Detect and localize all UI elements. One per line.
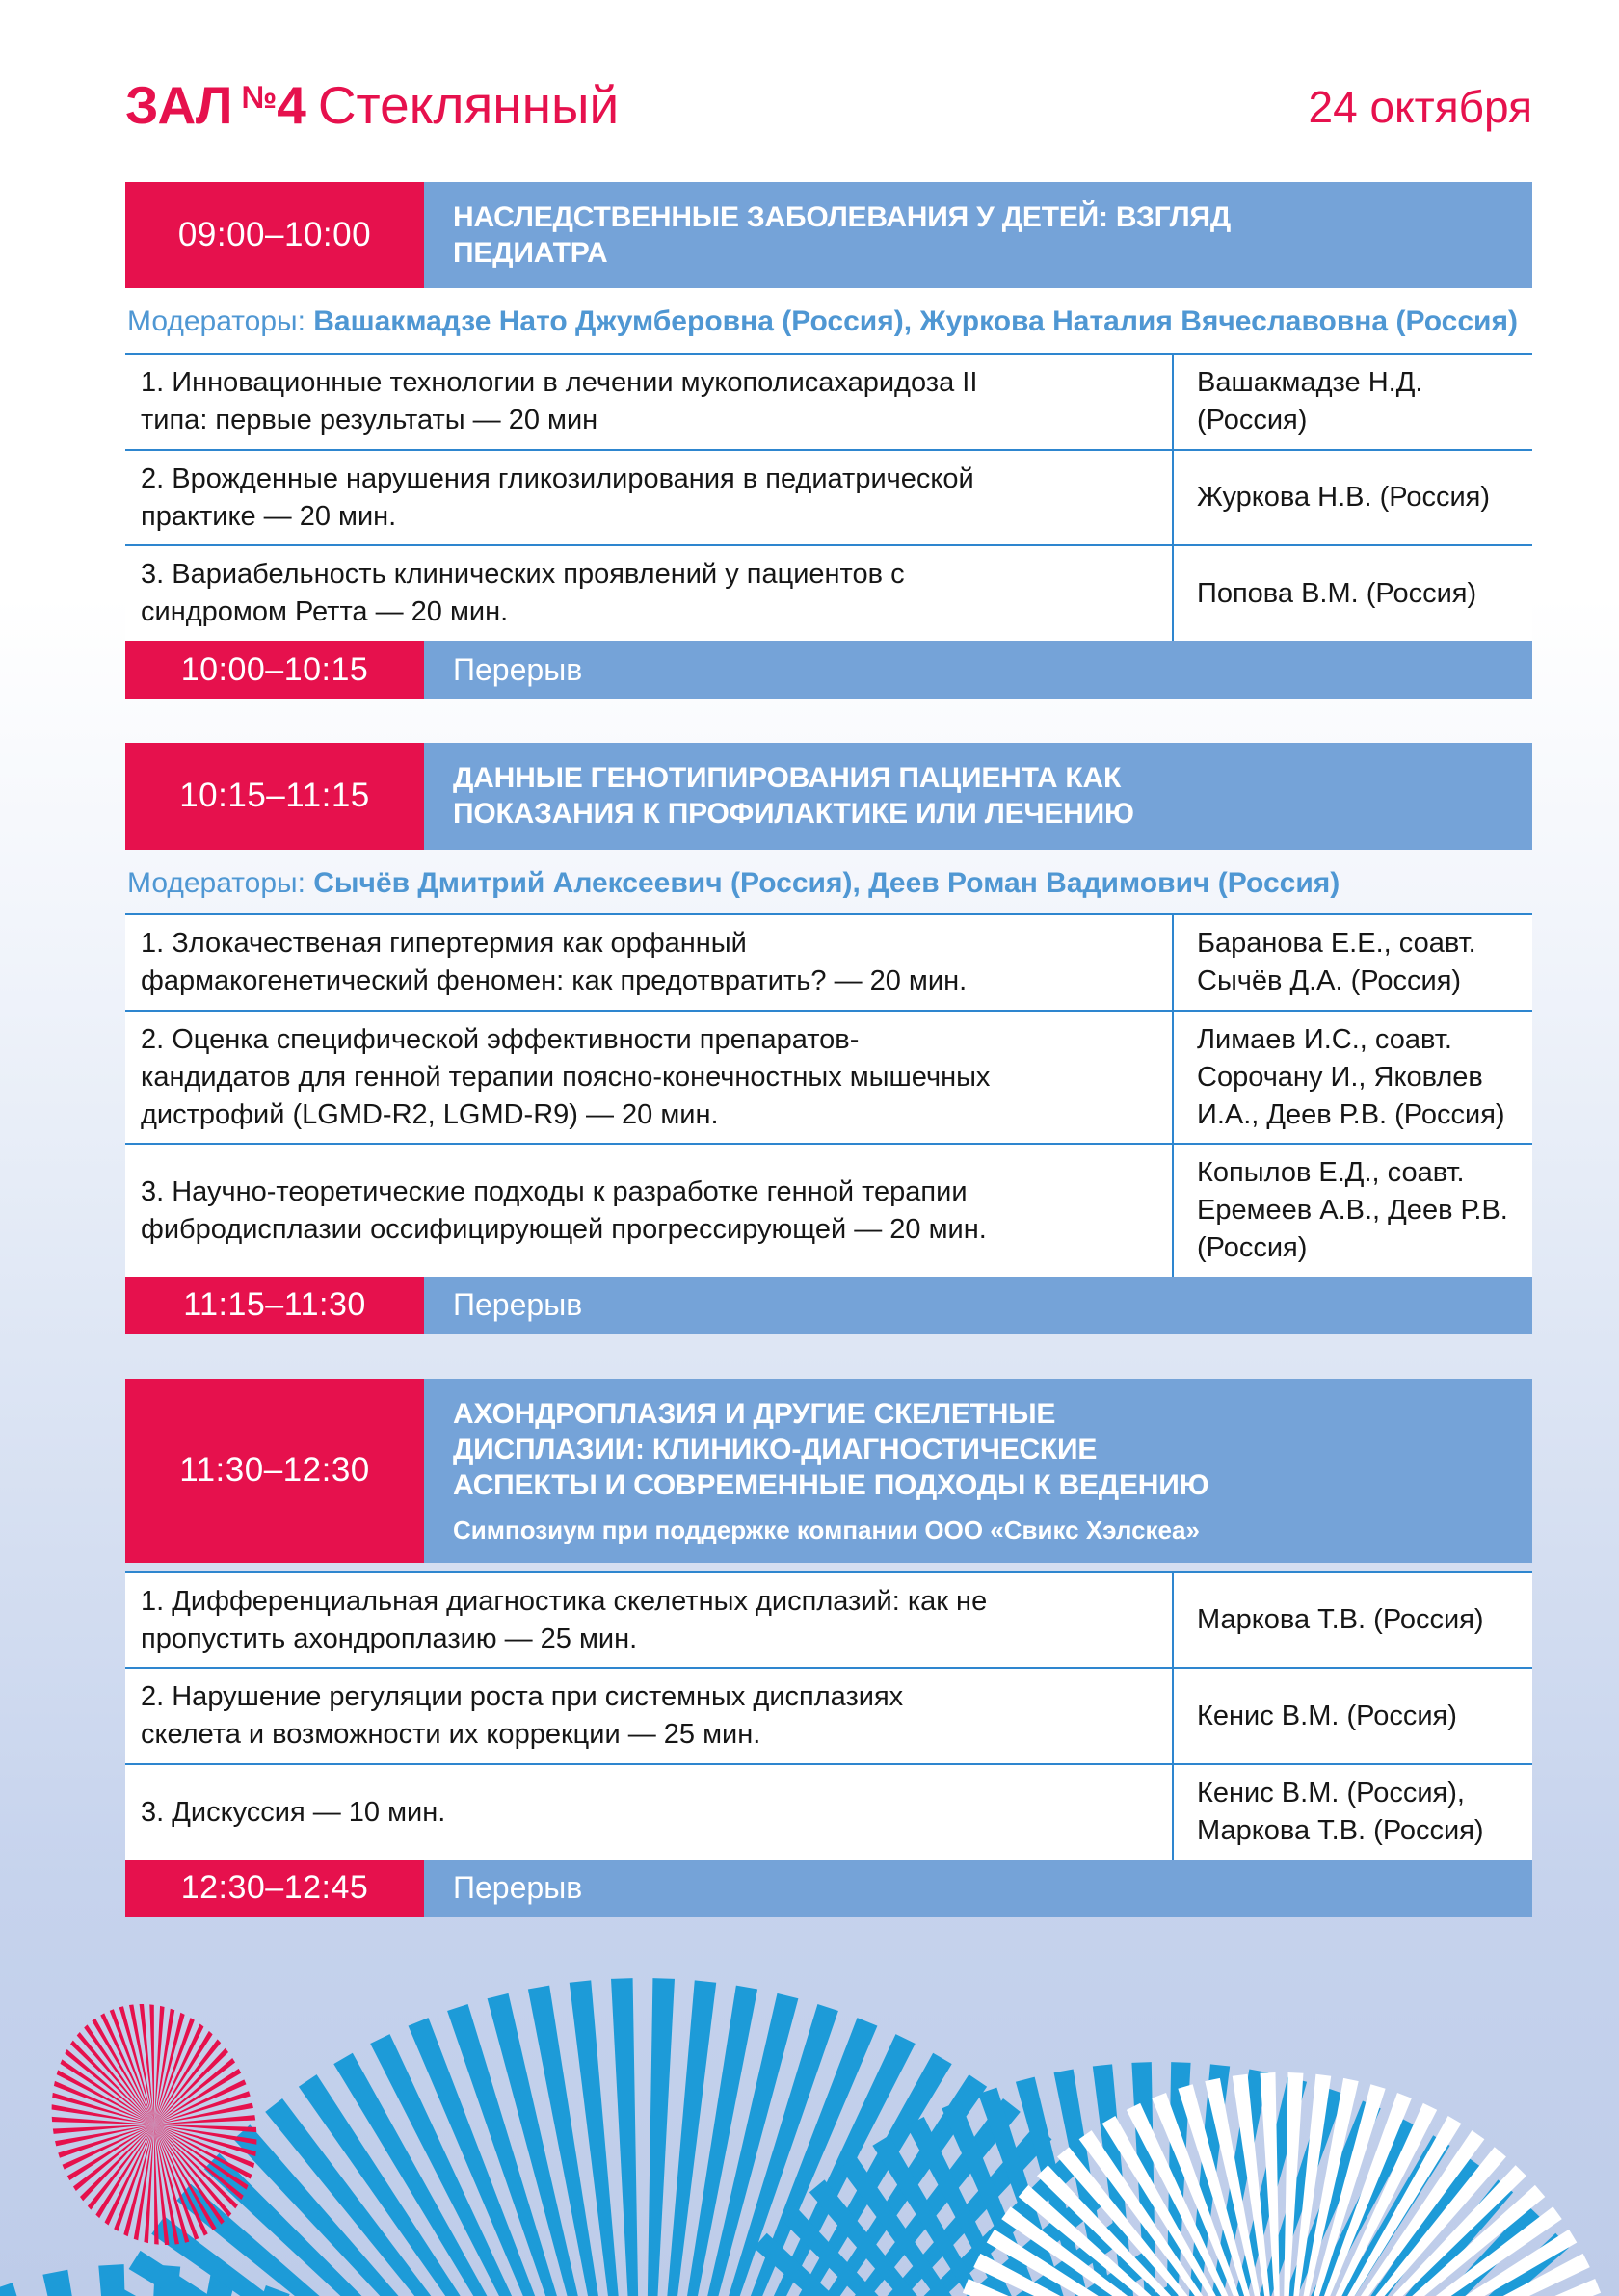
talk-speakers: Кенис В.М. (Россия) (1197, 1700, 1457, 1731)
session-title: НАСЛЕДСТВЕННЫЕ ЗАБОЛЕВАНИЯ У ДЕТЕЙ: ВЗГЛЯД ПЕДИАТРА (453, 201, 1232, 270)
talk-title: 2. Врожденные нарушения гликозилирования в педиатрической практике — 20 мин. (141, 462, 974, 532)
break-row (125, 1860, 1532, 1917)
talk-title-cell (125, 1012, 1172, 1144)
table-row (125, 1669, 1532, 1765)
hall-label: ЗАЛ (125, 75, 232, 135)
talks-table (125, 913, 1532, 1277)
talk-speakers-cell (1172, 355, 1532, 449)
table-row (125, 1145, 1532, 1277)
session-time: 10:15–11:15 (125, 743, 424, 849)
session-title: ДАННЫЕ ГЕНОТИПИРОВАНИЯ ПАЦИЕНТА КАК ПОКАЗАНИЯ К ПРОФИЛАКТИКЕ ИЛИ ЛЕЧЕНИЮ (453, 762, 1134, 831)
moderators-label: Модераторы: (127, 305, 305, 338)
moderators-label: Модераторы: (127, 866, 305, 899)
talk-speakers-cell (1172, 1669, 1532, 1763)
moderators-line (125, 288, 1532, 353)
break-time: 11:15–11:30 (125, 1277, 424, 1334)
talk-title-cell (125, 1573, 1172, 1668)
break-time: 10:00–10:15 (125, 641, 424, 699)
table-row (125, 1765, 1532, 1860)
moderators-names: Вашакмадзе Нато Джумберовна (Россия), Журкова Наталия Вячеславовна (Россия) (313, 305, 1518, 338)
session-subtitle: Симпозиум при поддержке компании ООО «Свикс Хэлскеа» (453, 1515, 1200, 1544)
talk-title-cell (125, 355, 1172, 449)
session-block-3 (125, 1379, 1532, 1917)
talk-title-cell (125, 1669, 1172, 1763)
talk-title: 1. Инновационные технологии в лечении мукополисахаридоза II типа: первые результаты — 20 мин (141, 366, 978, 435)
break-time: 12:30–12:45 (125, 1860, 424, 1917)
page-title (125, 75, 620, 135)
talk-title: 1. Дифференциальная диагностика скелетных дисплазий: как не пропустить ахондроплазию — 25 мин. (141, 1585, 988, 1654)
moderators-names: Сычёв Дмитрий Алексеевич (Россия), Деев Роман Вадимович (Россия) (313, 866, 1340, 899)
talk-speakers: Копылов Е.Д., соавт. Еремеев А.В., Деев Р.В. (Россия) (1197, 1157, 1508, 1264)
talk-speakers-cell (1172, 546, 1532, 641)
hall-numero-sign: № (241, 79, 277, 116)
table-row (125, 355, 1532, 451)
session-block-1 (125, 182, 1532, 699)
table-row (125, 915, 1532, 1012)
talk-speakers-cell (1172, 451, 1532, 545)
session-block-2 (125, 743, 1532, 1334)
session-header (125, 743, 1532, 849)
talk-title: 2. Нарушение регуляции роста при системных дисплазиях скелета и возможности их коррекции — 25 мин. (141, 1681, 904, 1751)
break-row (125, 641, 1532, 699)
talk-title-cell (125, 546, 1172, 641)
break-row (125, 1277, 1532, 1334)
session-title-bar (424, 182, 1532, 288)
talks-table (125, 353, 1532, 641)
talk-title: 1. Злокачественая гипертермия как орфанный фармакогенетический феномен: как предотвратить? — 20 мин. (141, 928, 968, 996)
hall-number: 4 (277, 75, 305, 135)
talk-speakers: Лимаев И.С., соавт. Сорочану И., Яковлев И.А., Деев Р.В. (Россия) (1197, 1023, 1505, 1130)
session-title: АХОНДРОПЛАЗИЯ И ДРУГИЕ СКЕЛЕТНЫЕ ДИСПЛАЗИИ: КЛИНИКО-ДИАГНОСТИЧЕСКИЕ АСПЕКТЫ И СОВРЕМЕННЫЕ ПОДХОДЫ К ВЕДЕНИЮ (453, 1397, 1209, 1502)
session-title-bar (424, 743, 1532, 849)
talk-speakers: Маркова Т.В. (Россия) (1197, 1604, 1484, 1636)
talk-speakers-cell (1172, 1573, 1532, 1668)
talk-title: 3. Вариабельность клинических проявлений у пациентов с синдромом Ретта — 20 мин. (141, 559, 905, 628)
table-row (125, 451, 1532, 547)
program-page (125, 0, 1532, 1917)
talk-speakers: Баранова Е.Е., соавт. Сычёв Д.А. (Россия) (1197, 928, 1476, 996)
talk-speakers-cell (1172, 1765, 1532, 1860)
talk-title-cell (125, 1145, 1172, 1277)
talk-speakers-cell (1172, 915, 1532, 1010)
talk-title-cell (125, 915, 1172, 1010)
talk-title-cell (125, 1765, 1172, 1860)
table-row (125, 1012, 1532, 1146)
talk-speakers: Журкова Н.В. (Россия) (1197, 482, 1491, 514)
session-time: 11:30–12:30 (125, 1379, 424, 1563)
session-time: 09:00–10:00 (125, 182, 424, 288)
page-header (125, 0, 1532, 135)
program-date: 24 октября (1308, 82, 1532, 132)
talk-speakers-cell (1172, 1145, 1532, 1277)
break-label: Перерыв (424, 1860, 1532, 1917)
session-header (125, 182, 1532, 288)
talk-title: 3. Научно-теоретические подходы к разработке генной терапии фибродисплазии оссифицирующей прогрессирующей — 20 мин. (141, 1175, 987, 1245)
session-title-bar (424, 1379, 1532, 1563)
talks-table (125, 1571, 1532, 1860)
talk-speakers: Попова В.М. (Россия) (1197, 577, 1477, 609)
talk-title: 3. Дискуссия — 10 мин. (141, 1796, 446, 1828)
session-header (125, 1379, 1532, 1563)
break-label: Перерыв (424, 1277, 1532, 1334)
hall-name: Стеклянный (317, 75, 620, 135)
talk-title: 2. Оценка специфической эффективности препаратов-кандидатов для генной терапии поясно-конечностных мышечных дистрофий (LGMD-R2, LGMD-R9) — 20 мин. (141, 1023, 991, 1130)
break-label: Перерыв (424, 641, 1532, 699)
moderators-line (125, 850, 1532, 914)
talk-title-cell (125, 451, 1172, 545)
talk-speakers: Кенис В.М. (Россия), Маркова Т.В. (Россия) (1197, 1778, 1484, 1847)
talk-speakers-cell (1172, 1012, 1532, 1144)
table-row (125, 546, 1532, 641)
table-row (125, 1573, 1532, 1670)
talk-speakers: Вашакмадзе Н.Д. (Россия) (1197, 366, 1423, 435)
